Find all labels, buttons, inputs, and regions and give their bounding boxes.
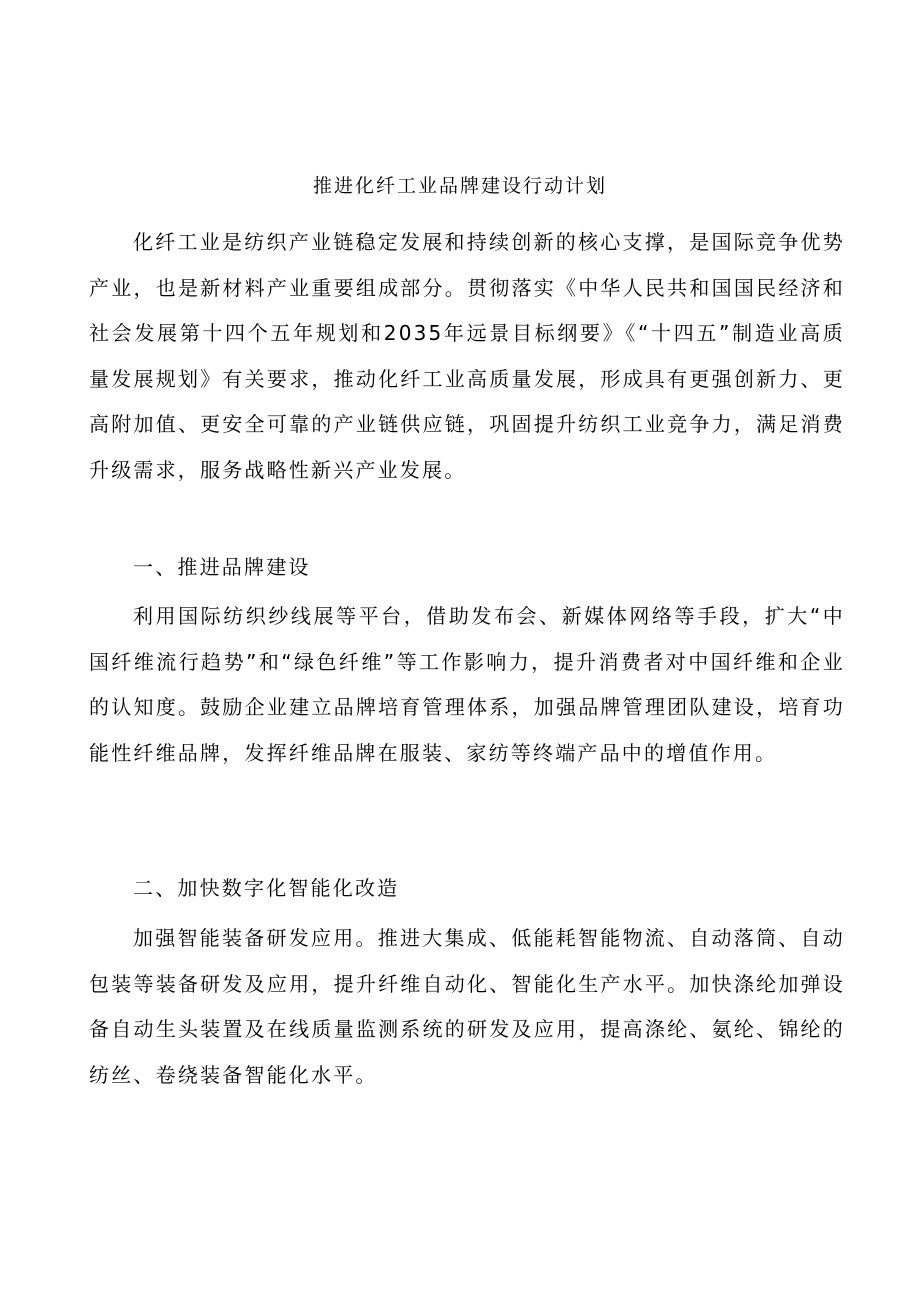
- intro-paragraph: 化纤工业是纺织产业链稳定发展和持续创新的核心支撑，是国际竞争优势产业，也是新材料产业重要组成部分。贯彻落实《中华人民共和国国民经济和社会发展第十四个五年规划和2035年远景目标纲要》《“十四五”制造业高质量发展规划》有关要求，推动化纤工业高质量发展，形成具有更强创新力、更高附加值、更安全可靠的产业链供应链，巩固提升纺织工业竞争力，满足消费升级需求，服务战略性新兴产业发展。: [89, 230, 845, 482]
- section-body-brand: 利用国际纺织纱线展等平台，借助发布会、新媒体网络等手段，扩大“中国纤维流行趋势”和“绿色纤维”等工作影响力，提升消费者对中国纤维和企业的认知度。鼓励企业建立品牌培育管理体系，加强品牌管理团队建设，培育功能性纤维品牌，发挥纤维品牌在服装、家纺等终端产品中的增值作用。: [89, 604, 845, 765]
- section-heading-brand: 一、推进品牌建设: [133, 555, 311, 579]
- document-title: 推进化纤工业品牌建设行动计划: [312, 175, 607, 197]
- section-body-digital: 加强智能装备研发应用。推进大集成、低能耗智能物流、自动落筒、自动包装等装备研发及应用，提升纤维自动化、智能化生产水平。加快涤纶加弹设备自动生头装置及在线质量监测系统的研发及应用，提高涤纶、氨纶、锦纶的纺丝、卷绕装备智能化水平。: [89, 926, 845, 1087]
- section-heading-digital: 二、加快数字化智能化改造: [133, 876, 400, 900]
